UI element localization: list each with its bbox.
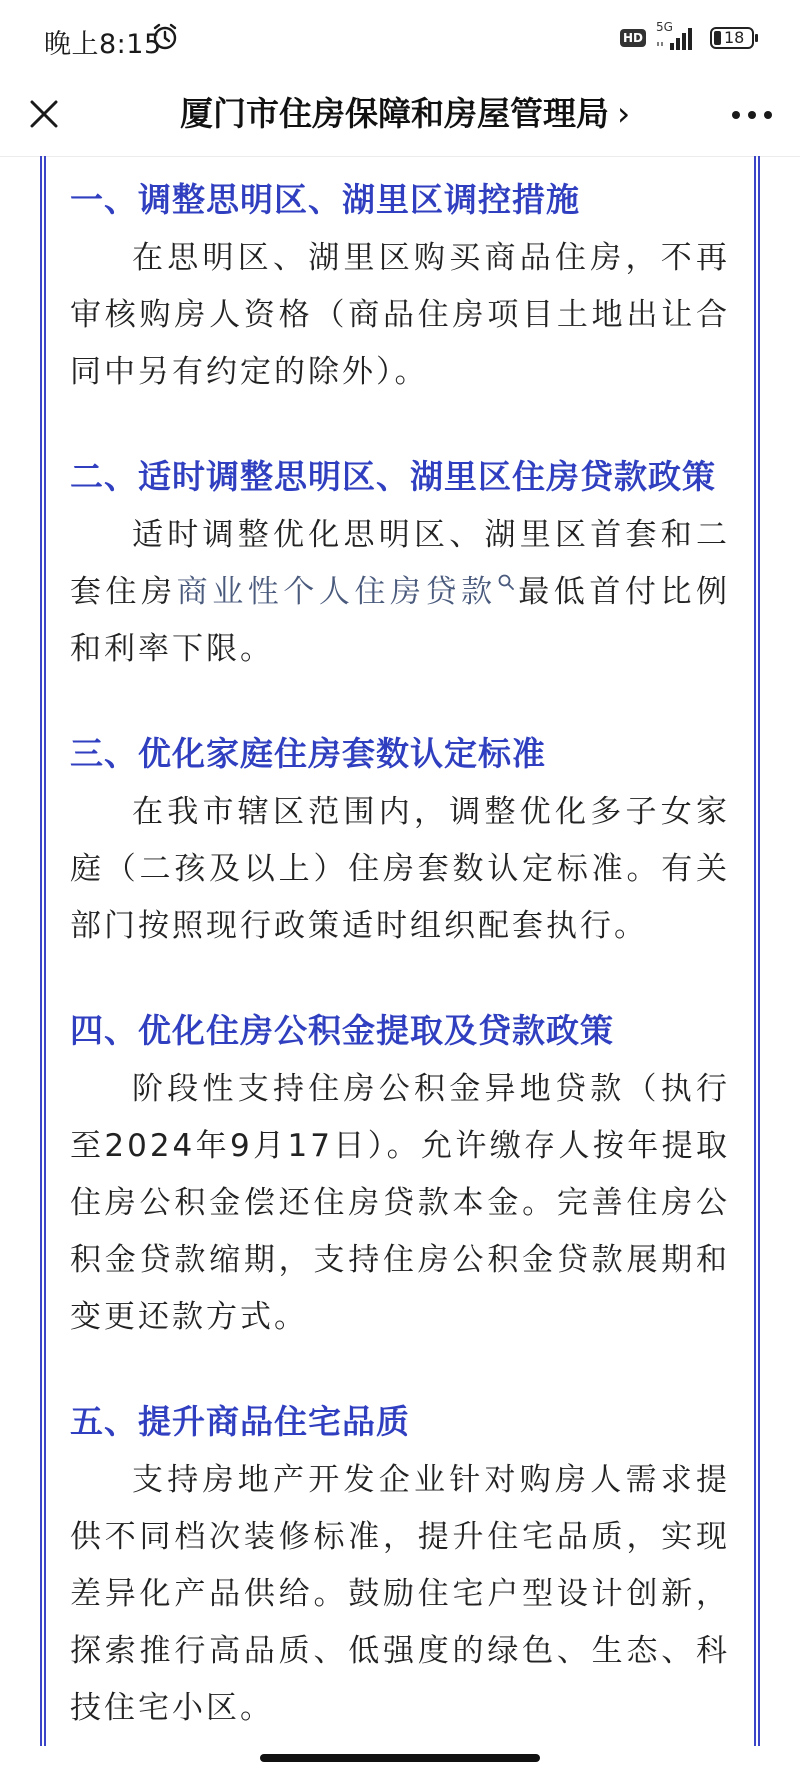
battery-indicator bbox=[710, 26, 760, 50]
chevron-right-icon: › bbox=[617, 94, 631, 133]
nav-bar bbox=[0, 76, 800, 157]
policy-section-2 bbox=[70, 455, 730, 678]
section-title: 四、优化住房公积金提取及贷款政策 bbox=[70, 1011, 614, 1050]
policy-section-5 bbox=[70, 1400, 730, 1737]
body-text-before-link: 适时调整优化思明区、湖里区首套和二套住房 bbox=[70, 517, 730, 610]
status-bar bbox=[0, 0, 800, 76]
section-body: 在我市辖区范围内，调整优化多子女家庭（二孩及以上）住房套数认定标准。有关部门按照现行政策适时组织配套执行。 bbox=[70, 794, 730, 944]
home-indicator[interactable] bbox=[260, 1754, 540, 1762]
account-title-link[interactable] bbox=[180, 92, 630, 136]
policy-section-4 bbox=[70, 1009, 730, 1346]
policy-section-1 bbox=[70, 178, 730, 401]
more-icon[interactable] bbox=[728, 100, 776, 130]
loan-term-link-text: 商业性个人住房贷款 bbox=[176, 574, 497, 610]
status-time: 晚上8:15 bbox=[44, 29, 162, 60]
section-body bbox=[70, 507, 730, 678]
section-body: 在思明区、湖里区购买商品住房，不再审核购房人资格（商品住房项目土地出让合同中另有约定的除外）。 bbox=[70, 240, 730, 390]
signal-icon bbox=[656, 24, 700, 52]
account-title: 厦门市住房保障和房屋管理局 bbox=[180, 94, 609, 133]
body-text-after-link: 最低首付比例和利率下限。 bbox=[70, 574, 731, 667]
loan-term-link[interactable] bbox=[177, 574, 517, 610]
section-title: 三、优化家庭住房套数认定标准 bbox=[70, 734, 546, 773]
section-title: 五、提升商品住宅品质 bbox=[70, 1402, 410, 1441]
signal-group bbox=[656, 20, 700, 52]
network-type: 5G bbox=[656, 20, 673, 34]
close-icon[interactable] bbox=[22, 92, 66, 136]
battery-level: 18 bbox=[724, 28, 745, 47]
policy-section-3 bbox=[70, 732, 730, 955]
section-body: 阶段性支持住房公积金异地贷款（执行至2024年9月17日）。允许缴存人按年提取住房公积金偿还住房贷款本金。完善住房公积金贷款缩期，支持住房公积金贷款展期和变更还款方式。 bbox=[70, 1071, 730, 1335]
hd-badge: HD bbox=[620, 29, 646, 47]
section-body: 支持房地产开发企业针对购房人需求提供不同档次装修标准，提升住宅品质，实现差异化产品供给。鼓励住宅户型设计创新，探索推行高品质、低强度的绿色、生态、科技住宅小区。 bbox=[70, 1462, 730, 1726]
status-icons bbox=[620, 22, 760, 54]
section-title: 一、调整思明区、湖里区调控措施 bbox=[70, 180, 580, 219]
search-icon bbox=[497, 573, 515, 591]
alarm-icon bbox=[150, 22, 180, 52]
article-content bbox=[70, 178, 730, 1791]
section-title: 二、适时调整思明区、湖里区住房贷款政策 bbox=[70, 457, 716, 496]
